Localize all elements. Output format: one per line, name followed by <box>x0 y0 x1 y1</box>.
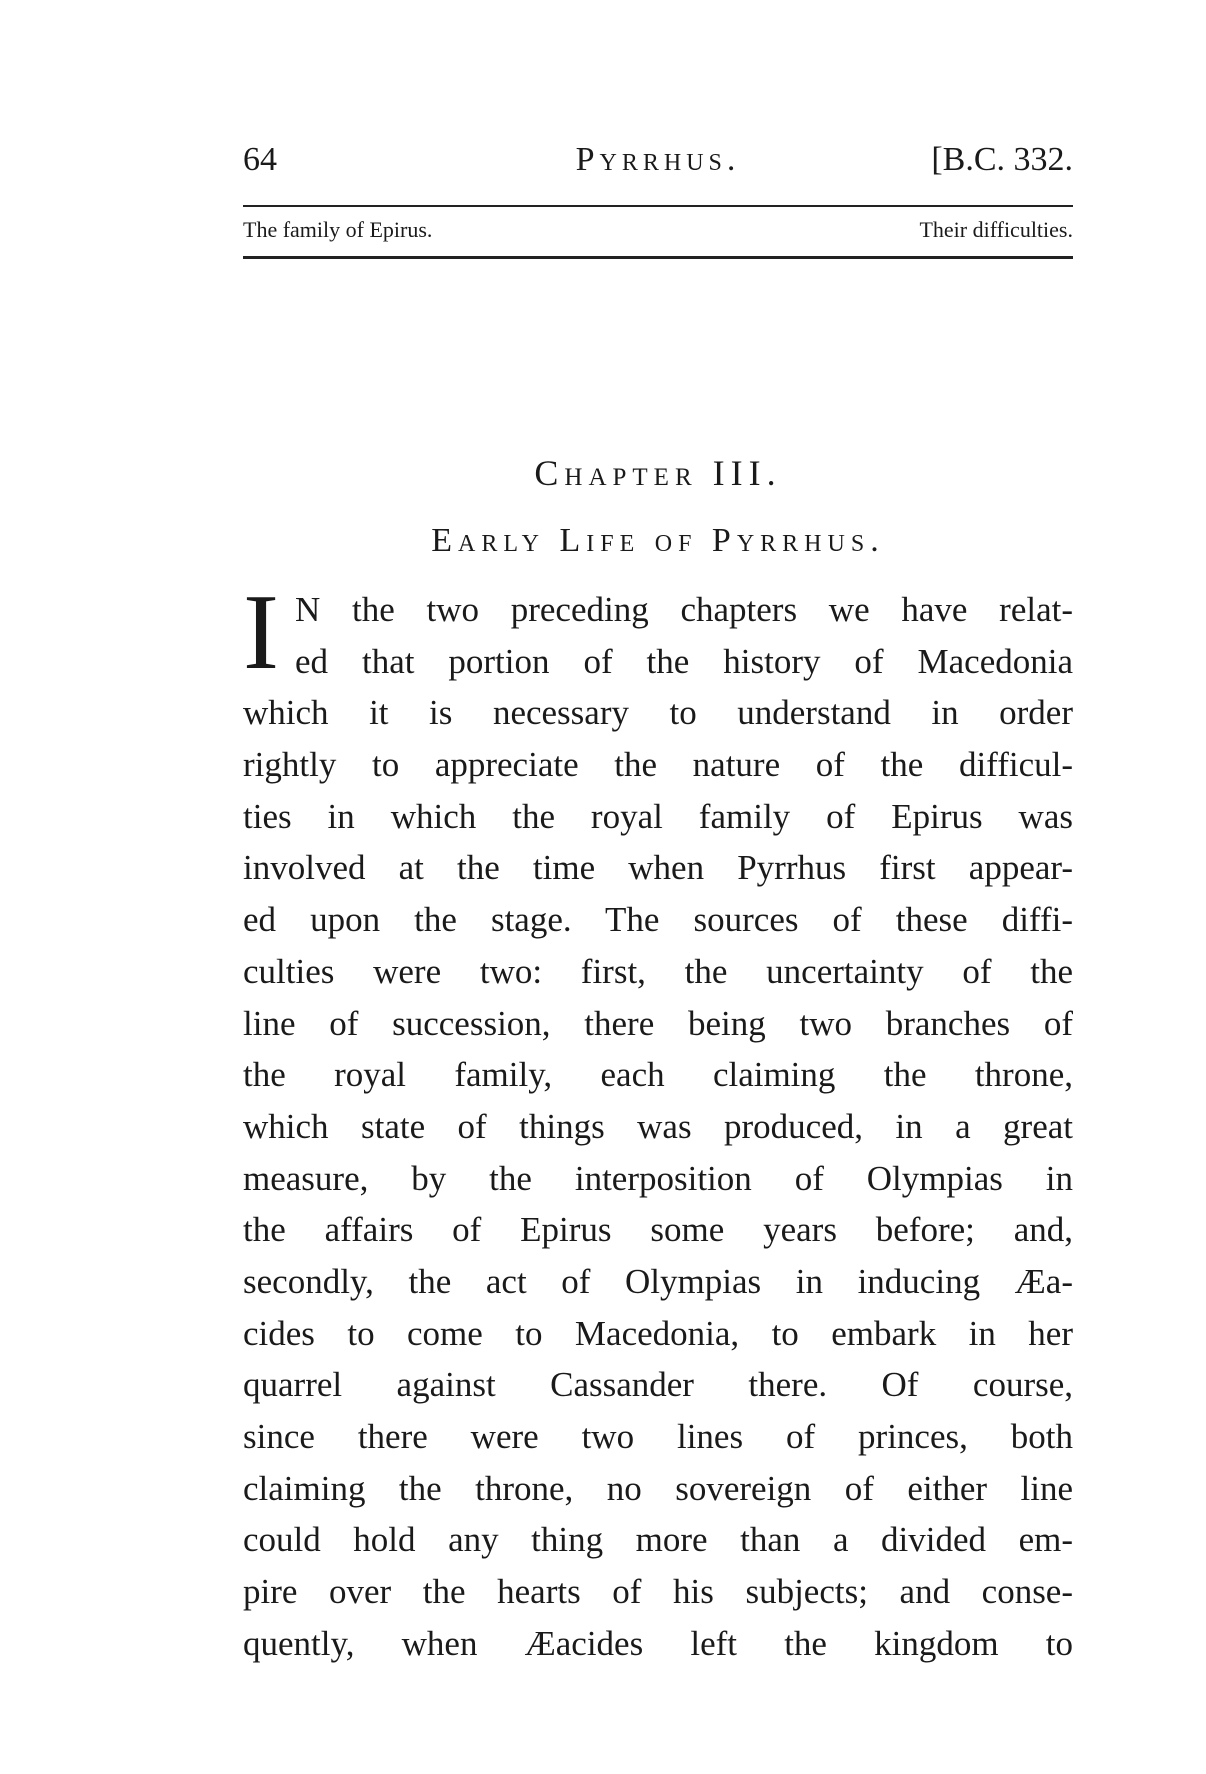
body-text <box>243 573 1073 1669</box>
text-line: ed upon the stage. The sources of these diffi- <box>243 900 1073 940</box>
text-line: secondly, the act of Olympias in inducing Æa- <box>243 1261 1073 1301</box>
text-line: culties were two: first, the uncertainty of the <box>243 951 1073 991</box>
chapter-subtitle: Early Life of Pyrrhus. <box>431 522 885 559</box>
text-line: cides to come to Macedonia, to embark in her <box>243 1313 1073 1353</box>
text-line: the affairs of Epirus some years before; and, <box>243 1210 1073 1250</box>
page-number: 64 <box>243 141 277 178</box>
text-line: ed that portion of the history of Macedonia <box>295 641 1073 681</box>
text-line: line of succession, there being two branches of <box>243 1003 1073 1043</box>
header-rule-top <box>243 205 1073 207</box>
date-marker: [B.C. 332. <box>931 141 1073 178</box>
text-line: ties in which the royal family of Epirus was <box>243 796 1073 836</box>
text-line: claiming the throne, no sovereign of either line <box>243 1468 1073 1508</box>
header-rule-bottom <box>243 256 1073 259</box>
running-head <box>243 138 1073 188</box>
text-line: since there were two lines of princes, both <box>243 1417 1073 1456</box>
text-line: quently, when Æacides left the kingdom to <box>243 1623 1073 1663</box>
text-line: rightly to appreciate the nature of the difficul- <box>243 745 1073 785</box>
chapter-heading: Chapter III. <box>534 453 782 493</box>
text-line: could hold any thing more than a divided em- <box>243 1520 1073 1560</box>
text-line: quarrel against Cassander there. Of course, <box>243 1365 1073 1405</box>
text-line: pire over the hearts of his subjects; and conse- <box>243 1572 1073 1612</box>
side-notes <box>243 213 1073 247</box>
text-line: which it is necessary to understand in order <box>243 693 1073 733</box>
text-line: involved at the time when Pyrrhus first appear- <box>243 848 1073 888</box>
text-line: measure, by the interposition of Olympias in <box>243 1158 1073 1198</box>
text-line: N the two preceding chapters we have relat- <box>295 590 1073 629</box>
drop-cap: I <box>243 573 279 692</box>
text-line: the royal family, each claiming the throne, <box>243 1055 1073 1095</box>
side-note-right: Their difficulties. <box>919 217 1073 242</box>
text-line: which state of things was produced, in a great <box>243 1106 1073 1146</box>
book-title: Pyrrhus. <box>575 141 741 178</box>
side-note-left: The family of Epirus. <box>243 217 433 242</box>
